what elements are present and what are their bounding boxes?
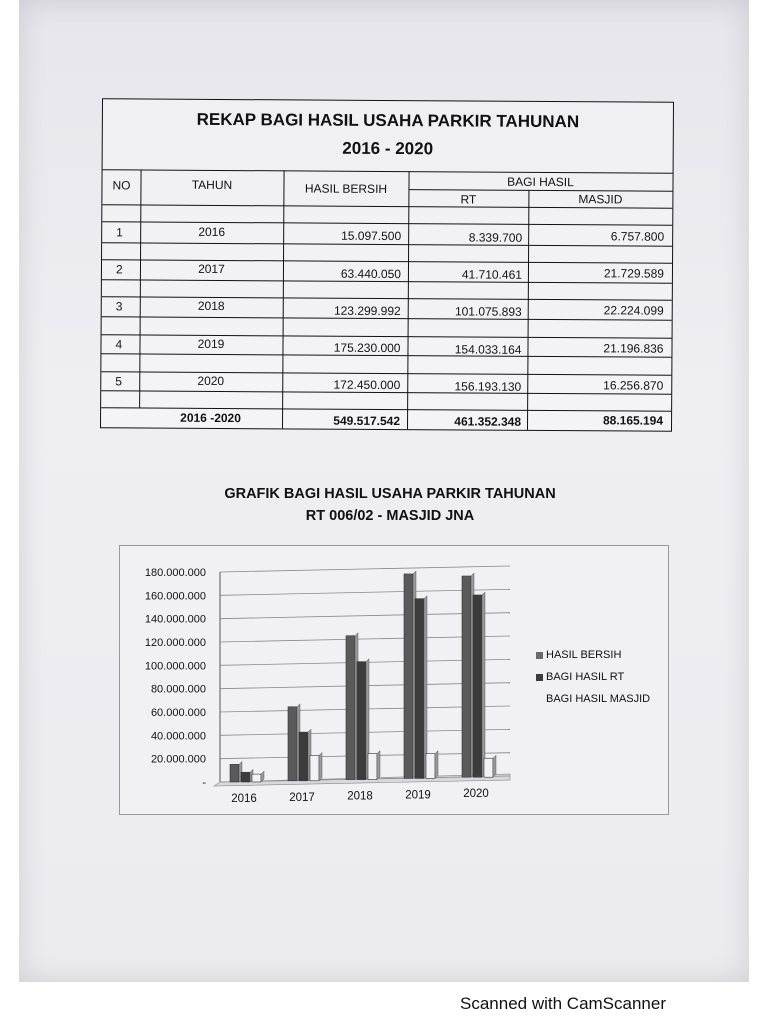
y-tick-label: - — [202, 777, 206, 789]
bar-side — [435, 751, 438, 779]
y-tick-label: 20.000.000 — [150, 753, 206, 766]
bar — [357, 662, 366, 780]
bar — [462, 576, 471, 777]
row-5-hasil-bersih: 172.450.000 — [333, 377, 401, 393]
row-3-no: 3 — [115, 299, 123, 314]
total-rt: 461.352.348 — [454, 414, 522, 429]
row-2-rt: 41.710.461 — [461, 267, 522, 282]
y-tick-label: 160.000.000 — [144, 590, 206, 603]
bar-side — [319, 752, 322, 780]
row-1-hasil-bersih: 15.097.500 — [341, 228, 402, 244]
table-title-line1: REKAP BAGI HASIL USAHA PARKIR TAHUNAN — [196, 109, 580, 132]
header-masjid: MASJID — [578, 192, 623, 207]
legend-swatch-bagi-hasil-masjid — [536, 696, 543, 703]
chart-title-line1: GRAFIK BAGI HASIL USAHA PARKIR TAHUNAN — [224, 486, 556, 502]
bar-side — [377, 751, 380, 780]
bar — [310, 755, 319, 780]
y-tick-label: 180.000.000 — [144, 567, 206, 579]
table-title — [103, 105, 673, 164]
legend-label-bagi-hasil-rt: BAGI HASIL RT — [546, 671, 625, 683]
row-4-no: 4 — [115, 337, 123, 352]
bar — [288, 707, 297, 781]
y-tick-label: 80.000.000 — [150, 683, 206, 696]
legend-bagi-hasil-rt — [536, 671, 624, 683]
camscanner-footer: Scanned with CamScanner — [460, 994, 667, 1013]
legend-label-bagi-hasil-masjid: BAGI HASIL MASJID — [546, 693, 651, 705]
y-tick-label: 140.000.000 — [144, 613, 206, 626]
row-2-no: 2 — [115, 262, 123, 277]
x-tick-label: 2020 — [463, 788, 489, 801]
bar-side — [424, 596, 427, 779]
bar — [252, 774, 261, 782]
y-tick-label: 40.000.000 — [150, 730, 206, 743]
header-tahun: TAHUN — [191, 177, 233, 193]
y-tick-label: 120.000.000 — [144, 637, 206, 649]
bar-side — [482, 592, 485, 777]
row-4-hasil-bersih: 175.230.000 — [333, 340, 401, 356]
header-rt: RT — [460, 192, 477, 207]
bar — [415, 599, 424, 779]
total-masjid: 88.165.194 — [602, 413, 664, 428]
legend-label-hasil-bersih: HASIL BERSIH — [546, 649, 622, 661]
header-hasil-bersih: HASIL BERSIH — [304, 181, 388, 196]
legend-swatch-hasil-bersih — [536, 652, 543, 659]
row-5-rt: 156.193.130 — [454, 379, 522, 394]
bar — [473, 595, 482, 777]
row-1-masjid: 6.757.800 — [610, 229, 665, 244]
row-1-no: 1 — [116, 225, 123, 240]
total-label: 2016 -2020 — [180, 410, 241, 426]
row-4-rt: 154.033.164 — [454, 342, 522, 357]
legend-hasil-bersih — [536, 649, 621, 661]
row-3-tahun: 2018 — [197, 298, 225, 314]
summary-table — [100, 98, 674, 431]
header-bagi-hasil: BAGI HASIL — [507, 174, 574, 190]
bar-side — [493, 755, 496, 777]
row-3-rt: 101.075.893 — [454, 304, 522, 319]
bar — [241, 772, 250, 782]
bar-chart — [119, 545, 669, 815]
x-tick-label: 2018 — [347, 790, 373, 803]
bar — [368, 754, 377, 780]
bar — [346, 636, 355, 780]
row-2-masjid: 21.729.589 — [603, 266, 664, 281]
bar — [299, 732, 308, 781]
y-tick-label: 60.000.000 — [150, 707, 206, 719]
row-5-tahun: 2020 — [197, 373, 225, 389]
header-no: NO — [112, 178, 131, 193]
row-5-no: 5 — [115, 374, 123, 389]
total-hasil-bersih: 549.517.542 — [333, 413, 401, 429]
bar-side — [261, 771, 264, 782]
row-2-tahun: 2017 — [198, 261, 225, 277]
legend-swatch-bagi-hasil-rt — [536, 674, 543, 681]
x-tick-label: 2019 — [405, 789, 431, 802]
row-1-tahun: 2016 — [198, 224, 226, 240]
row-5-masjid: 16.256.870 — [603, 378, 664, 393]
row-3-masjid: 22.224.099 — [603, 303, 664, 318]
row-4-masjid: 21.196.836 — [603, 341, 664, 356]
row-1-rt: 8.339.700 — [468, 230, 523, 245]
row-3-hasil-bersih: 123.299.992 — [333, 303, 401, 319]
x-tick-label: 2016 — [231, 793, 257, 805]
table-title-line2: 2016 - 2020 — [342, 138, 434, 159]
bar — [230, 764, 239, 782]
chart-title-line2: RT 006/02 - MASJID JNA — [305, 508, 475, 524]
gridline — [220, 566, 510, 572]
table-rule — [103, 169, 673, 173]
legend-bagi-hasil-masjid — [536, 693, 650, 705]
bar — [484, 758, 493, 777]
row-2-hasil-bersih: 63.440.050 — [340, 266, 401, 282]
row-4-tahun: 2019 — [197, 336, 225, 352]
x-tick-label: 2017 — [289, 791, 315, 804]
bar — [426, 754, 435, 779]
bar — [404, 574, 413, 778]
y-tick-label: 100.000.000 — [144, 660, 206, 673]
